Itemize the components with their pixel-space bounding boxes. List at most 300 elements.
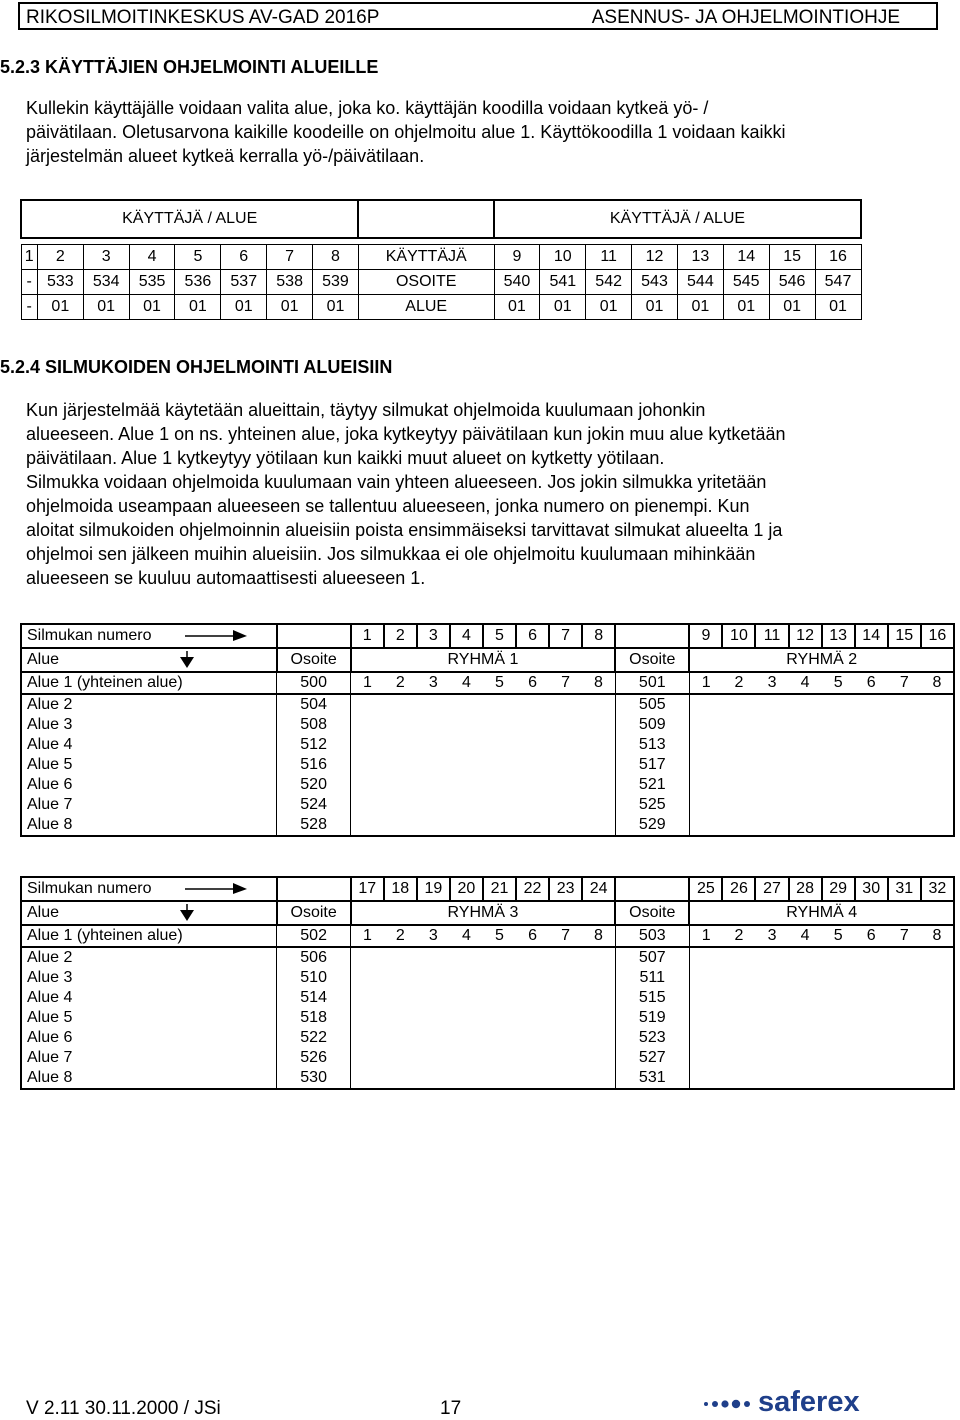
area-row [21,968,954,988]
loop-number-cell: 17 [351,877,384,901]
loop-number-cell: 3 [417,624,450,648]
area-loop-cell [921,775,954,795]
area-row [21,735,954,755]
group-address: 502 [277,925,351,947]
area-loop-cell [582,988,615,1008]
loop-number-cell: 22 [516,877,549,901]
area-loop-cell [855,1028,888,1048]
area-loop-cell [549,795,582,815]
area-loop-cell [855,988,888,1008]
area-loop-cell [755,815,788,836]
area-name: Alue 5 [21,1008,277,1028]
area-name: Alue 3 [21,715,277,735]
loop-number-cell: 23 [549,877,582,901]
user-table-cell: 544 [677,270,723,295]
area-name: Alue 1 (yhteinen alue) [21,925,277,947]
area-loop-cell [549,1068,582,1089]
area-loop-cell [483,988,516,1008]
area-label-text: Alue [27,904,60,921]
area-loop-cell: 4 [450,672,483,694]
area-loop-cell [921,1028,954,1048]
area-loop-cell: 7 [888,925,921,947]
area-loop-cell [722,755,755,775]
area-loop-cell [351,715,384,735]
area-name: Alue 1 (yhteinen alue) [21,672,277,694]
area-loop-cell [450,1028,483,1048]
area-loop-cell [789,795,822,815]
loop-number-cell: 8 [582,624,615,648]
area-loop-cell [450,947,483,968]
user-table-cell: 8 [313,245,359,270]
area-loop-cell [855,795,888,815]
area-loop-cell: 4 [789,672,822,694]
group-address: 516 [277,755,351,775]
area-loop-cell [888,947,921,968]
area-name: Alue 6 [21,775,277,795]
area-loop-cell [450,775,483,795]
area-loop-cell: 8 [921,672,954,694]
area-loop-cell [921,715,954,735]
user-table-cell: 01 [540,295,586,320]
area-loop-cell [351,1028,384,1048]
user-area-table [20,199,862,320]
group-address: 503 [615,925,689,947]
area-loop-cell [516,715,549,735]
area-loop-cell [789,1068,822,1089]
loop-number-cell: 14 [855,624,888,648]
area-loop-cell [450,694,483,715]
area-loop-cell: 7 [888,672,921,694]
area-loop-cell [417,795,450,815]
area-loop-cell [689,1008,722,1028]
user-table-cell: 01 [494,295,540,320]
area-loop-cell [450,1008,483,1028]
group-address: 521 [615,775,689,795]
area-loop-cell [417,947,450,968]
area-row [21,795,954,815]
group-address: 531 [615,1068,689,1089]
area-loop-cell [921,815,954,836]
loop-number-cell: 12 [789,624,822,648]
loop-group-table-2 [20,876,955,1090]
area-loop-cell [516,735,549,755]
area-loop-cell [351,735,384,755]
section-loops-text-line: päivätilaan. Alue 1 kytkeytyy yötilaan kun kaikki muut alueet on kytketty yötilaan. [26,448,665,468]
area-loop-cell [549,947,582,968]
user-table-cell: 542 [586,270,632,295]
area-loop-cell [582,968,615,988]
area-loop-cell [855,1008,888,1028]
group-address: 512 [277,735,351,755]
area-loop-cell [351,947,384,968]
area-loop-cell [689,755,722,775]
area-loop-cell [755,1048,788,1068]
user-table-cell: 01 [632,295,678,320]
area-loop-cell [789,1048,822,1068]
user-table-cell: 533 [37,270,83,295]
section-loops-text-line: Silmukka voidaan ohjelmoida kuulumaan vain yhteen alueeseen. Jos jokin silmukka yritetään [26,472,767,492]
group-address: 505 [615,694,689,715]
user-table-cell: 01 [267,295,313,320]
area-label-text: Alue [27,651,60,668]
area-loop-cell [921,988,954,1008]
area-loop-cell [755,715,788,735]
area-loop-cell [855,735,888,755]
area-loop-cell [722,968,755,988]
user-table-cell: ALUE [358,295,494,320]
area-loop-cell [722,795,755,815]
area-loop-cell [351,968,384,988]
area-loop-cell [888,775,921,795]
group-address: 530 [277,1068,351,1089]
loop-number-cell: 24 [582,877,615,901]
user-table-cell: 01 [677,295,723,320]
area-loop-cell [483,795,516,815]
area-loop-cell [689,815,722,836]
area-loop-cell: 3 [417,925,450,947]
area-row [21,925,954,947]
area-loop-cell [855,947,888,968]
area-loop-cell [888,755,921,775]
area-loop-cell [351,988,384,1008]
area-loop-cell [689,1048,722,1068]
loop-number-cell: 19 [417,877,450,901]
area-loop-cell [888,968,921,988]
area-loop-cell [351,1068,384,1089]
area-loop-cell: 5 [483,925,516,947]
page-header [18,2,938,30]
group-name: RYHMÄ 4 [689,901,954,925]
area-loop-cell [549,775,582,795]
area-loop-cell [822,735,855,755]
area-loop-cell [450,988,483,1008]
user-table-cell: 12 [632,245,678,270]
group-address: 514 [277,988,351,1008]
area-loop-cell [417,715,450,735]
area-loop-cell: 5 [822,672,855,694]
section-users-text-line: järjestelmän alueet kytkeä kerralla yö-/päivätilaan. [26,146,425,166]
user-table-cell: 16 [815,245,861,270]
area-loop-cell: 8 [582,672,615,694]
user-table-cell: 01 [37,295,83,320]
user-table-cell: 540 [494,270,540,295]
area-loop-cell [417,1048,450,1068]
loop-number-cell: 18 [384,877,417,901]
area-loop-cell [755,988,788,1008]
group-address: 523 [615,1028,689,1048]
area-loop-cell [822,775,855,795]
area-loop-cell [921,1068,954,1089]
area-loop-cell [516,755,549,775]
area-name: Alue 2 [21,947,277,968]
loop-number-cell: 21 [483,877,516,901]
area-loop-cell [483,775,516,795]
area-loop-cell [483,947,516,968]
group-address: 529 [615,815,689,836]
area-name: Alue 4 [21,735,277,755]
footer-page-number: 17 [440,1398,462,1419]
area-loop-cell: 1 [689,672,722,694]
area-loop-cell [549,815,582,836]
area-loop-cell [582,947,615,968]
user-table-cell: 01 [83,295,129,320]
area-loop-cell [789,715,822,735]
area-label [21,648,277,672]
area-loop-cell [789,775,822,795]
user-table-cell: 01 [129,295,175,320]
area-name: Alue 2 [21,694,277,715]
area-loop-cell [722,815,755,836]
area-loop-cell [483,715,516,735]
area-loop-cell [582,735,615,755]
header-doc-section: ASENNUS- JA OHJELMOINTIOHJE [591,7,900,28]
user-numbers-row [21,245,861,270]
area-loop-cell: 6 [855,925,888,947]
area-loop-cell [722,1048,755,1068]
area-loop-cell [855,755,888,775]
user-table-cell: 01 [313,295,359,320]
area-loop-cell [722,775,755,795]
user-table-cell: 01 [769,295,815,320]
area-loop-cell [516,1068,549,1089]
section-loops-text-line: aloitat silmukoiden ohjelmoinnin alueisiin poista ensimmäiseksi tarvittavat silmukat alueelta 1 ja [26,520,783,540]
area-loop-cell [888,1008,921,1028]
user-table-cell: 537 [221,270,267,295]
area-loop-cell [384,755,417,775]
area-loop-cell [483,1048,516,1068]
area-loop-cell [689,715,722,735]
area-loop-cell [582,1068,615,1089]
area-loop-cell [351,694,384,715]
area-loop-cell [384,947,417,968]
loop-number-cell: 6 [516,624,549,648]
area-loop-cell [888,795,921,815]
user-area-header-right: KÄYTTÄJÄ / ALUE [494,200,861,238]
area-loop-cell: 4 [789,925,822,947]
group-name: RYHMÄ 2 [689,648,954,672]
user-table-cell: 535 [129,270,175,295]
group-address: 526 [277,1048,351,1068]
area-loop-cell [722,1008,755,1028]
user-table-cell: KÄYTTÄJÄ [358,245,494,270]
user-table-cell: 01 [221,295,267,320]
user-table-cell: 1 [21,245,37,270]
loop-number-cell: 26 [722,877,755,901]
area-loop-cell: 3 [755,925,788,947]
area-loop-cell [689,775,722,795]
area-loop-cell [689,968,722,988]
area-loop-cell [417,1028,450,1048]
footer-version: V 2.11 30.11.2000 / JSi [26,1398,221,1419]
area-name: Alue 8 [21,815,277,836]
area-loop-cell [417,815,450,836]
area-loop-cell [516,988,549,1008]
user-table-cell: 15 [769,245,815,270]
area-loop-cell [921,1008,954,1028]
area-loop-cell [755,755,788,775]
loop-number-cell: 4 [450,624,483,648]
area-loop-cell [855,1068,888,1089]
area-loop-cell [351,815,384,836]
area-loop-cell: 6 [516,925,549,947]
area-loop-cell [516,1028,549,1048]
area-loop-cell [822,815,855,836]
area-loop-cell: 3 [755,672,788,694]
user-table-cell: OSOITE [358,270,494,295]
area-loop-cell [483,735,516,755]
area-loop-cell [582,795,615,815]
group-address: 509 [615,715,689,735]
area-row [21,988,954,1008]
area-name: Alue 6 [21,1028,277,1048]
area-name: Alue 4 [21,988,277,1008]
area-loop-cell [888,1028,921,1048]
user-area-header-left: KÄYTTÄJÄ / ALUE [21,200,358,238]
area-loop-cell [384,1048,417,1068]
area-loop-cell [549,1048,582,1068]
area-row [21,775,954,795]
area-loop-cell [888,1048,921,1068]
area-loop-cell: 6 [516,672,549,694]
area-name: Alue 8 [21,1068,277,1089]
user-table-cell: 3 [83,245,129,270]
area-loop-cell [516,968,549,988]
area-loop-cell [384,815,417,836]
loop-number-cell: 7 [549,624,582,648]
area-loop-cell [417,694,450,715]
area-loop-cell [755,968,788,988]
area-loop-cell [516,694,549,715]
user-table-cell: 7 [267,245,313,270]
group-address: 508 [277,715,351,735]
area-loop-cell [822,988,855,1008]
area-loop-cell: 8 [921,925,954,947]
area-loop-cell [351,1008,384,1028]
area-loop-cell [351,1048,384,1068]
area-loop-cell [822,694,855,715]
area-loop-cell [549,1028,582,1048]
group-name: RYHMÄ 3 [351,901,616,925]
area-loop-cell [483,1008,516,1028]
area-loop-cell [822,1068,855,1089]
area-loop-cell [450,1068,483,1089]
section-users-text-line: päivätilaan. Oletusarvona kaikille koodeille on ohjelmoitu alue 1. Käyttökoodilla 1 voidaan kaikki [26,122,786,142]
area-loop-cell [516,815,549,836]
area-loop-cell [822,947,855,968]
group-address: 504 [277,694,351,715]
area-row [21,1068,954,1089]
area-loop-cell [855,815,888,836]
area-loop-cell: 1 [351,925,384,947]
area-loop-cell [450,755,483,775]
area-loop-cell [722,715,755,735]
group-address: 520 [277,775,351,795]
area-loop-cell [450,1048,483,1068]
area-loop-cell [582,775,615,795]
area-loop-cell: 2 [722,925,755,947]
area-loop-cell [384,775,417,795]
area-loop-cell [888,715,921,735]
group-address: 525 [615,795,689,815]
section-loops-text-line: ohjelmoida useampaan alueeseen se tallentuu alueeseen, jonka numero on pienempi. Kun [26,496,750,516]
area-loop-cell: 6 [855,672,888,694]
loop-number-cell: 2 [384,624,417,648]
area-loop-cell [417,988,450,1008]
area-loop-cell [450,795,483,815]
area-loop-cell [789,735,822,755]
area-loop-cell [351,795,384,815]
area-loop-cell [384,988,417,1008]
area-loop-cell [483,815,516,836]
area-loop-cell [384,968,417,988]
area-loop-cell [789,988,822,1008]
area-loop-cell: 1 [689,925,722,947]
area-loop-cell [516,1048,549,1068]
area-row [21,755,954,775]
section-loops-text-line: Kun järjestelmää käytetään alueittain, täytyy silmukat ohjelmoida kuulumaan johonkin [26,400,706,420]
area-loop-cell [582,815,615,836]
area-loop-cell [822,1028,855,1048]
loop-number-cell: 11 [755,624,788,648]
user-table-cell: 536 [175,270,221,295]
area-row [21,715,954,735]
area-name: Alue 7 [21,1048,277,1068]
area-loop-cell [483,1028,516,1048]
loop-number-cell: 32 [921,877,954,901]
user-table-cell: - [21,295,37,320]
area-loop-cell [722,1068,755,1089]
user-table-cell: 541 [540,270,586,295]
area-loop-cell [582,1028,615,1048]
loop-number-cell: 29 [822,877,855,901]
area-row [21,672,954,694]
loop-number-text: Silmukan numero [27,627,152,644]
area-loop-cell [384,735,417,755]
area-loop-cell: 2 [384,672,417,694]
area-loop-cell [921,1048,954,1068]
area-loop-cell [549,715,582,735]
area-loop-cell [549,968,582,988]
user-table-cell: 545 [723,270,769,295]
user-table-cell: 538 [267,270,313,295]
section-users-text-line: Kullekin käyttäjälle voidaan valita alue, joka ko. käyttäjän koodilla voidaan kytkeä yö- / [26,98,709,118]
address-label: Osoite [277,648,351,672]
loop-number-cell: 30 [855,877,888,901]
area-loop-cell [722,947,755,968]
area-loop-cell: 7 [549,925,582,947]
area-loop-cell [384,795,417,815]
area-loop-cell [582,1048,615,1068]
area-loop-cell [582,694,615,715]
user-table-cell: 11 [586,245,632,270]
area-loop-cell [855,715,888,735]
area-loop-cell: 5 [483,672,516,694]
area-loop-cell [822,755,855,775]
area-loop-cell [582,1008,615,1028]
area-loop-cell [755,1008,788,1028]
group-address: 518 [277,1008,351,1028]
area-loop-cell [689,1068,722,1089]
area-loop-cell: 8 [582,925,615,947]
area-loop-cell [549,735,582,755]
area-row [21,1048,954,1068]
area-loop-cell [722,1028,755,1048]
area-loop-cell [888,988,921,1008]
area-loop-cell [450,715,483,735]
area-loop-cell [483,968,516,988]
area-loop-cell [417,755,450,775]
area-loop-cell [450,815,483,836]
